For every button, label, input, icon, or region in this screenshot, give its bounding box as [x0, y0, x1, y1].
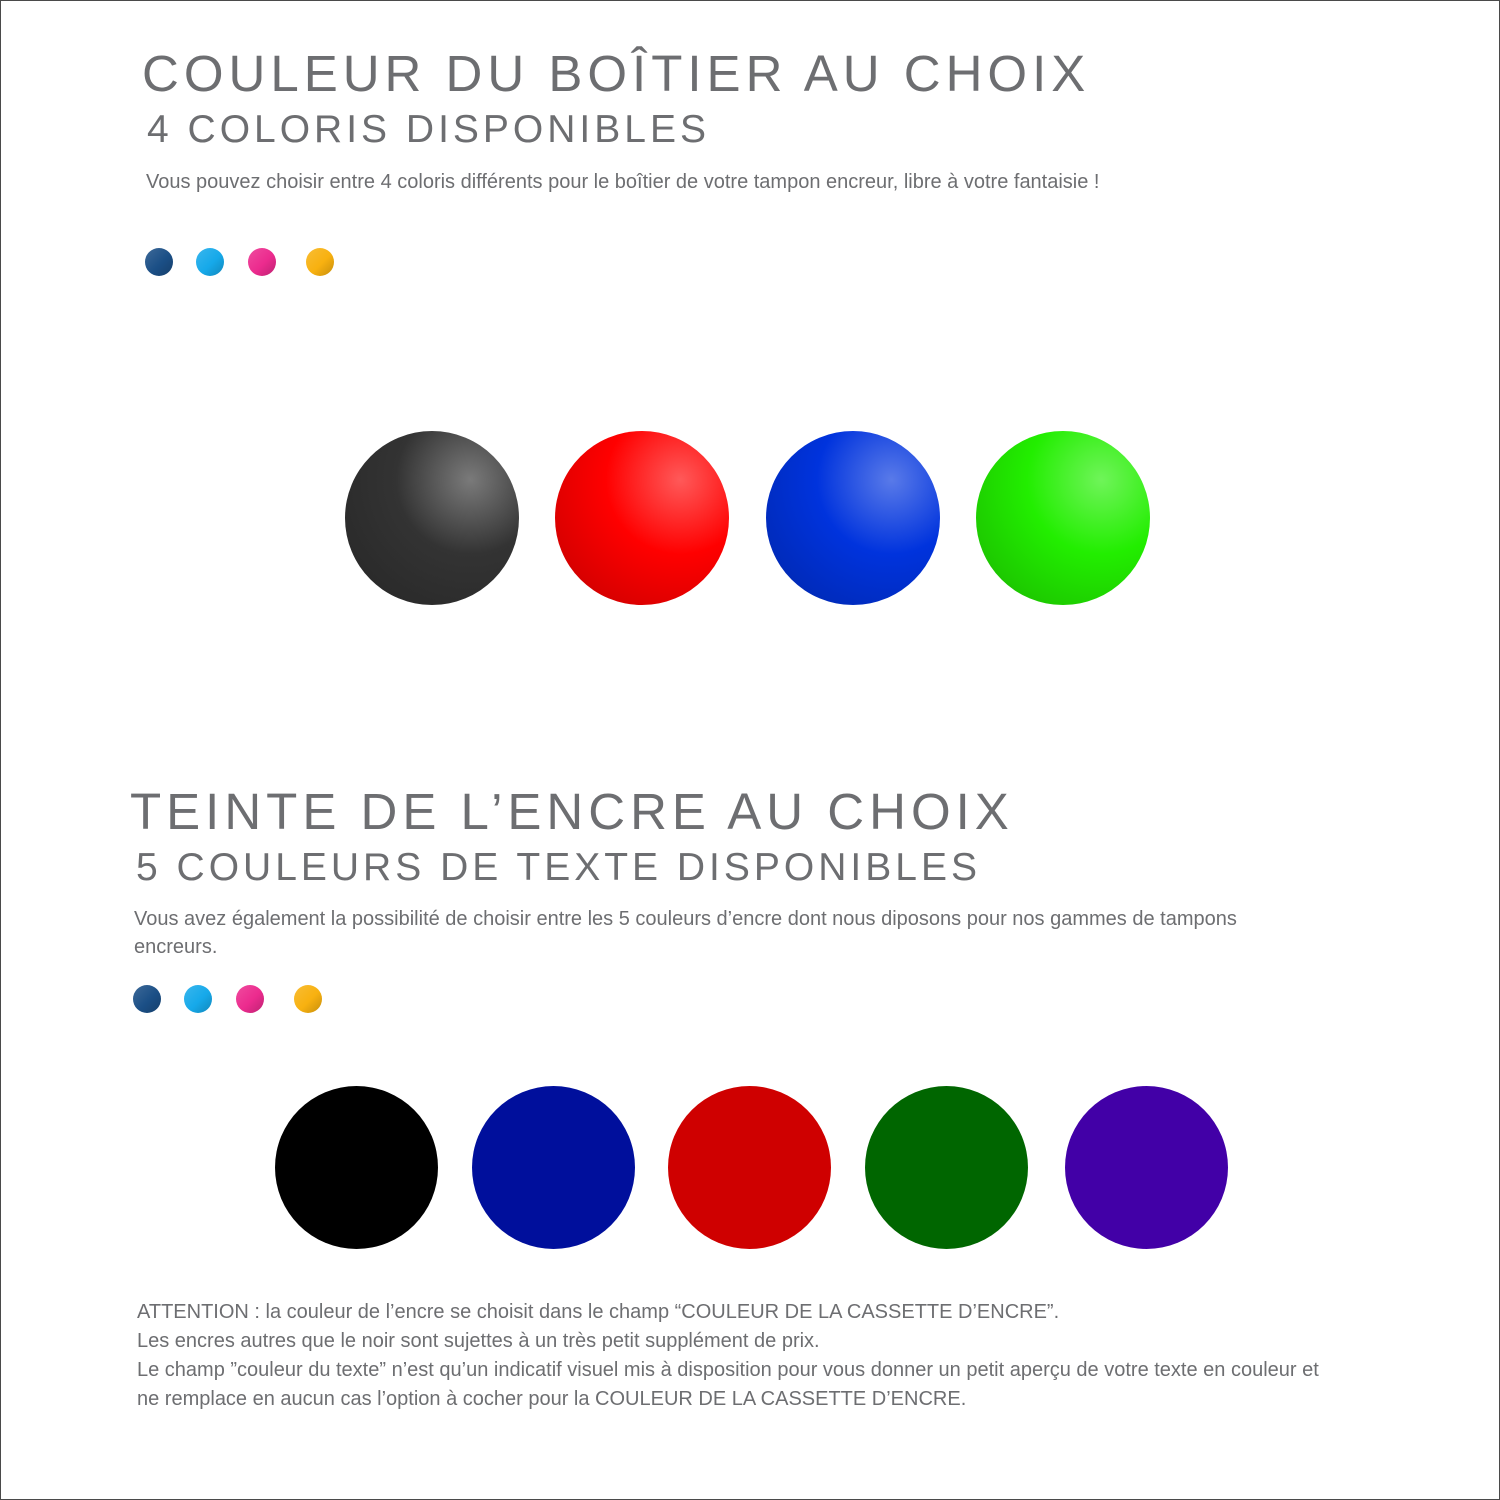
ink-color-subtitle: 5 COULEURS DE TEXTE DISPONIBLES — [136, 846, 981, 889]
note-line: ATTENTION : la couleur de l’encre se choisit dans le champ “COULEUR DE LA CASSETTE D’ENCRE”. — [137, 1301, 1060, 1323]
ink-color-description: Vous avez également la possibilité de choisir entre les 5 couleurs d’encre dont nous diposons pour nos gammes de tampons encreurs. — [134, 908, 1237, 958]
black-sphere-icon — [345, 431, 519, 605]
cyan-dot-icon — [184, 985, 212, 1013]
pink-dot-icon — [236, 985, 264, 1013]
case-color-subtitle: 4 COLORIS DISPONIBLES — [147, 108, 710, 151]
ink-decorative-dots — [133, 985, 343, 1015]
blue-sphere-icon — [766, 431, 940, 605]
pink-dot-icon — [248, 248, 276, 276]
navy-dot-icon — [145, 248, 173, 276]
case-color-description: Vous pouvez choisir entre 4 coloris différents pour le boîtier de votre tampon encreur, libre à votre fantaisie ! — [146, 171, 1100, 193]
orange-dot-icon — [294, 985, 322, 1013]
black-ink-circle-icon — [275, 1086, 438, 1249]
case-color-title: COULEUR DU BOÎTIER AU CHOIX — [142, 45, 1091, 102]
ink-color-title: TEINTE DE L’ENCRE AU CHOIX — [130, 783, 1014, 840]
case-decorative-dots — [145, 248, 355, 278]
note-line: Les encres autres que le noir sont sujettes à un très petit supplément de prix. — [137, 1330, 820, 1352]
attention-note — [137, 1298, 1337, 1414]
violet-ink-circle-icon — [1065, 1086, 1228, 1249]
cyan-dot-icon — [196, 248, 224, 276]
note-line: Le champ ”couleur du texte” n’est qu’un indicatif visuel mis à disposition pour vous donner un petit aperçu de votre texte en couleur et ne remplace en aucun cas l’option à cocher pour la COULEUR DE LA CASSETTE D’ENCRE. — [137, 1359, 1319, 1410]
red-sphere-icon — [555, 431, 729, 605]
green-sphere-icon — [976, 431, 1150, 605]
red-ink-circle-icon — [668, 1086, 831, 1249]
navy-dot-icon — [133, 985, 161, 1013]
orange-dot-icon — [306, 248, 334, 276]
blue-ink-circle-icon — [472, 1086, 635, 1249]
green-ink-circle-icon — [865, 1086, 1028, 1249]
